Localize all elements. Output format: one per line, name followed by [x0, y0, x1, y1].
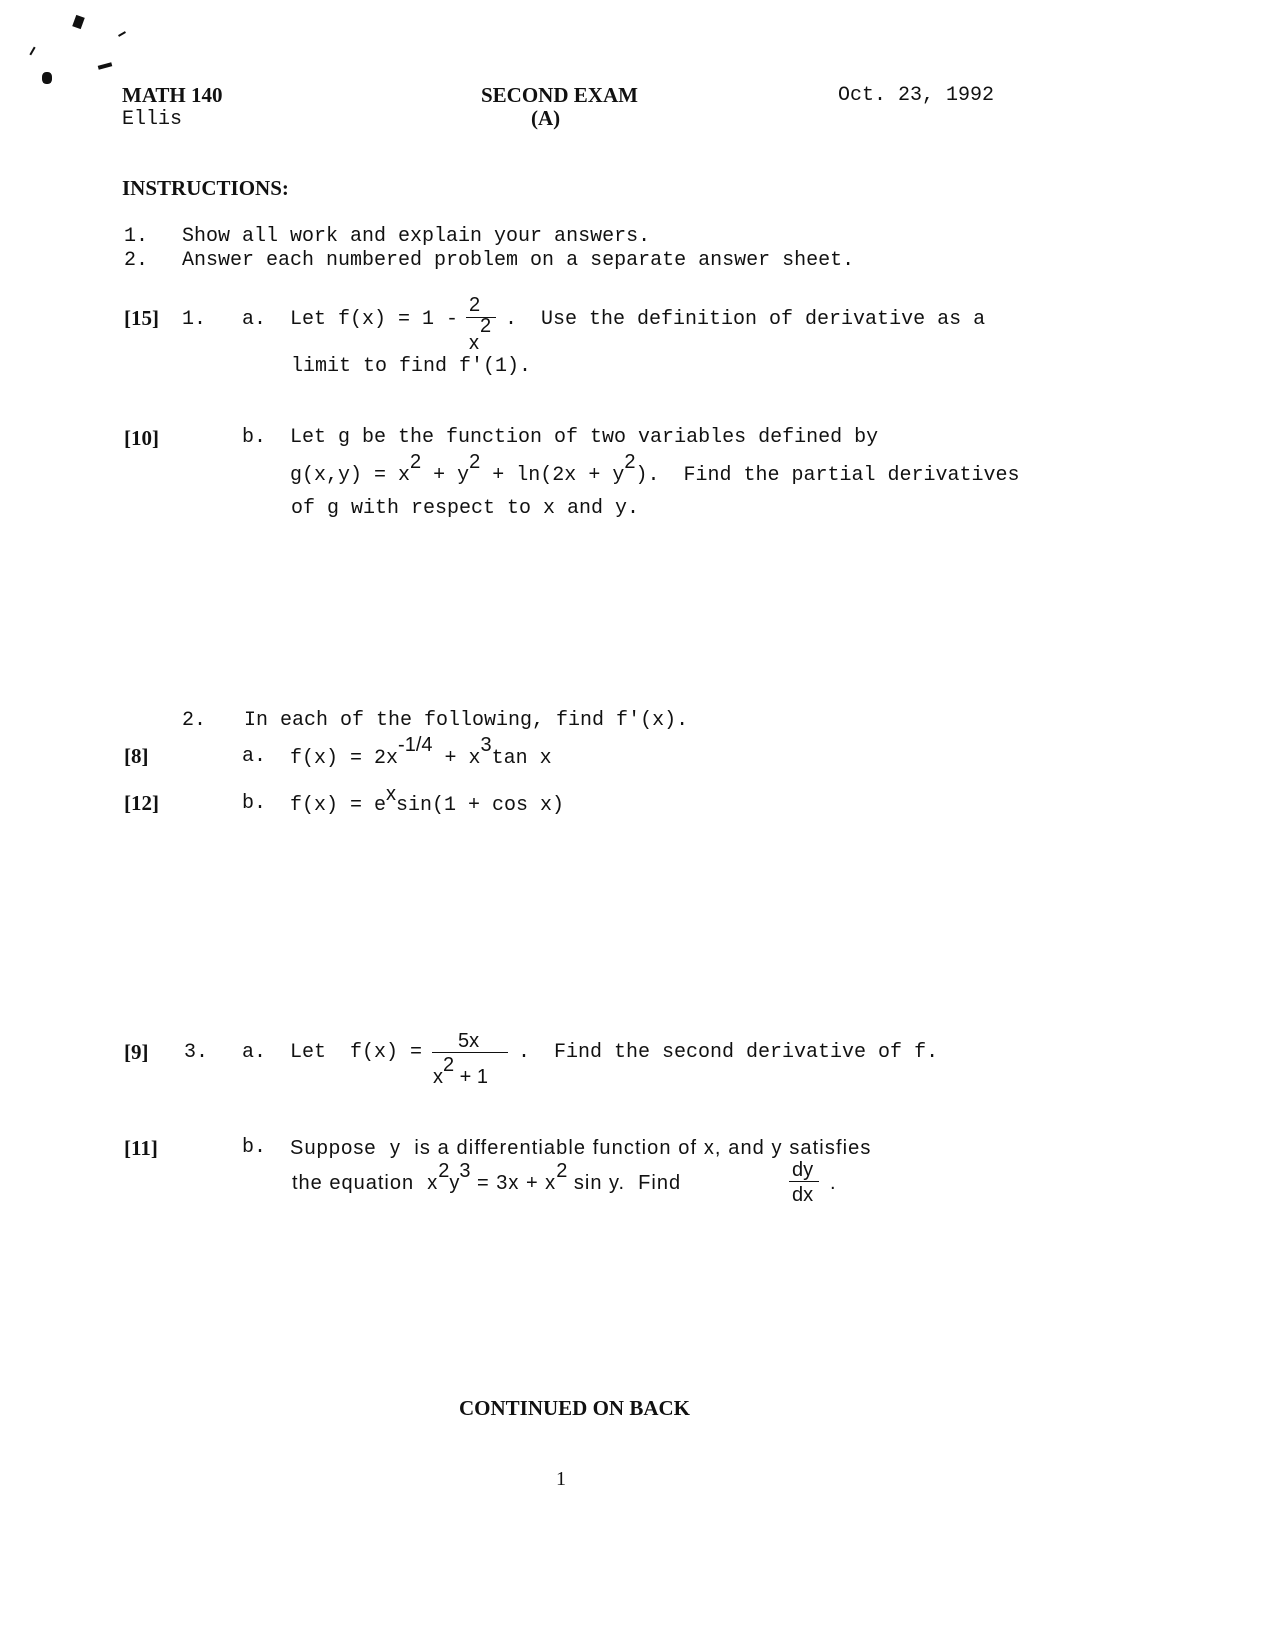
instruction-number: 2.	[124, 249, 149, 272]
sentence-period: .	[830, 1172, 836, 1194]
points-2a: [8]	[124, 744, 149, 768]
fraction-numerator: dy	[792, 1159, 814, 1181]
problem-2a-equation: f(x) = 2x-1/4 + x3tan x	[290, 734, 552, 770]
problem-1a-text: Let f(x) = 1 -	[290, 308, 459, 331]
fraction-denominator: x	[469, 332, 479, 354]
problem-number-3: 3.	[184, 1041, 209, 1064]
fraction-bar	[432, 1052, 508, 1053]
part-letter-3a: a.	[242, 1041, 267, 1064]
page-number: 1	[556, 1468, 566, 1490]
problem-1b-text: Let g be the function of two variables defined by	[290, 426, 879, 449]
part-letter-1a: a.	[242, 308, 267, 331]
problem-3b-text: Suppose y is a differentiable function of x, and y satisfies	[290, 1137, 872, 1159]
points-1a: [15]	[124, 306, 159, 330]
problem-number-2: 2.	[182, 709, 207, 732]
points-3a: [9]	[124, 1040, 149, 1064]
instruction-text: Show all work and explain your answers.	[182, 225, 651, 248]
scan-speck	[42, 72, 52, 84]
part-letter-1b: b.	[242, 426, 267, 449]
problem-1b-text: of g with respect to x and y.	[291, 497, 640, 520]
problem-number-1: 1.	[182, 308, 207, 331]
course-code: MATH 140	[122, 83, 223, 107]
part-letter-2b: b.	[242, 792, 267, 815]
scan-speck	[98, 62, 113, 69]
problem-1a-text: . Use the definition of derivative as a	[505, 308, 986, 331]
scan-speck	[29, 47, 35, 56]
problem-3a-text: . Find the second derivative of f.	[518, 1041, 939, 1064]
exam-title: SECOND EXAM	[481, 83, 638, 107]
exam-date: Oct. 23, 1992	[838, 84, 995, 107]
problem-1a-text: limit to find f′(1).	[291, 355, 532, 378]
points-2b: [12]	[124, 791, 159, 815]
fraction-numerator: 5x	[458, 1030, 480, 1052]
instructions-heading: INSTRUCTIONS:	[122, 176, 289, 200]
points-1b: [10]	[124, 426, 159, 450]
part-letter-3b: b.	[242, 1136, 267, 1159]
problem-3a-text: Let f(x) =	[290, 1041, 423, 1064]
instruction-text: Answer each numbered problem on a separate answer sheet.	[182, 249, 855, 272]
instruction-number: 1.	[124, 225, 149, 248]
fraction-numerator: 2	[469, 294, 481, 316]
problem-3b-equation: the equation x2y3 = 3x + x2 sin y. Find	[292, 1160, 682, 1194]
scan-speck	[118, 31, 126, 37]
fraction-den-exponent: 2	[480, 315, 492, 337]
fraction-denominator: x2 + 1	[433, 1054, 489, 1088]
problem-2b-equation: f(x) = exsin(1 + cos x)	[290, 783, 565, 817]
fraction-denominator: dx	[792, 1184, 814, 1206]
continued-note: CONTINUED ON BACK	[459, 1396, 691, 1420]
scan-speck	[72, 15, 85, 29]
problem-2-intro: In each of the following, find f′(x).	[244, 709, 689, 732]
fraction-bar	[789, 1181, 819, 1182]
instructor-name: Ellis	[122, 108, 183, 131]
part-letter-2a: a.	[242, 745, 267, 768]
problem-1b-equation: g(x,y) = x2 + y2 + ln(2x + y2). Find the partial derivatives	[290, 451, 1020, 487]
exam-version: (A)	[531, 106, 561, 130]
points-3b: [11]	[124, 1136, 158, 1160]
